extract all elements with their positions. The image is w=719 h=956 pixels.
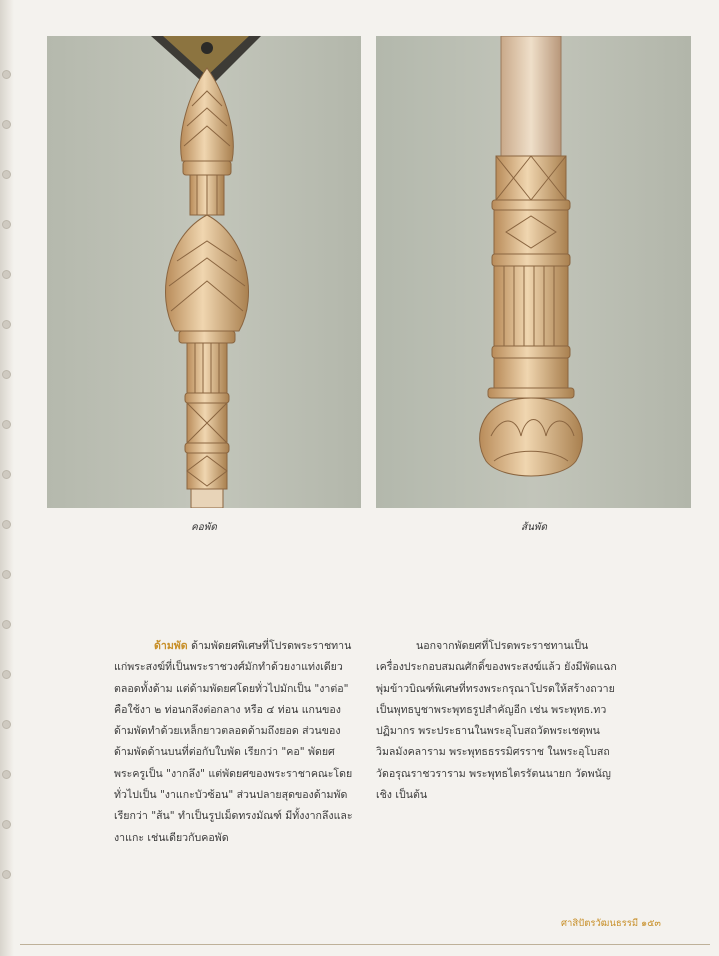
fan-neck-photo — [47, 36, 361, 508]
paragraph-line: ทั่วไปเป็น "งาแกะบัวซ้อน" ส่วนปลายสุดของด้ามพัด — [114, 789, 348, 802]
paragraph-line: คือใช้งา ๒ ท่อนกลึงต่อกลาง หรือ ๔ ท่อน แกนของ — [114, 703, 341, 716]
binding-hole — [2, 670, 11, 679]
binding-hole — [2, 420, 11, 429]
paragraph-line: ด้ามพัดทำด้วยเหล็กยาวตลอดด้ามถึงยอด ส่วนของ — [114, 725, 341, 738]
paragraph-line: แก่พระสงฆ์ที่เป็นพระราชวงศ์มักทำด้วยงาแท่งเดียว — [114, 661, 343, 674]
binding-hole — [2, 520, 11, 529]
right-text-column — [376, 636, 632, 806]
page-edge-rule — [20, 944, 710, 945]
binding-hole — [2, 620, 11, 629]
paragraph-line: เรียกว่า "ส้น" ทำเป็นรูปเม็ดทรงมัณฑ์ มีทั้งงากลึงและ — [114, 810, 353, 823]
paragraph-line: พุ่มข้าวบิณฑ์พิเศษที่ทรงพระกรุณาโปรดให้สร้างถวาย — [376, 682, 615, 695]
paragraph-line — [114, 636, 362, 657]
section-heading: ด้ามพัด — [154, 640, 188, 652]
caption-fan-neck: คอพัด — [191, 522, 217, 533]
caption-fan-heel: ส้นพัด — [520, 522, 548, 533]
fan-heel-photo — [376, 36, 691, 508]
binding-hole — [2, 370, 11, 379]
binding-hole — [2, 320, 11, 329]
binding-hole — [2, 770, 11, 779]
binding-hole — [2, 720, 11, 729]
paragraph-line: วัดอรุณราชวราราม พระพุทธไตรรัตนนายก วัดพนัญ — [376, 767, 611, 780]
binding-hole — [2, 70, 11, 79]
binding-hole — [2, 470, 11, 479]
spiral-binding-edge — [0, 0, 14, 956]
fan-neck-illustration — [47, 36, 361, 508]
paragraph-line: เชิง เป็นต้น — [376, 789, 428, 802]
paragraph-line: พระครูเป็น "งากลึง" แต่พัดยศของพระราชาคณะโดย — [114, 767, 353, 780]
paragraph-line: ด้ามพัดด้านบนที่ต่อกับใบพัด เรียกว่า "คอ" พัดยศ — [114, 746, 335, 759]
paragraph-line: งาแกะ เช่นเดียวกับคอพัด — [114, 831, 229, 844]
left-text-column — [114, 636, 362, 849]
paragraph-line: เครื่องประกอบสมณศักดิ์ของพระสงฆ์แล้ว ยังมีพัดแฉก — [376, 661, 617, 674]
paragraph-line: ตลอดทั้งด้าม แต่ด้ามพัดยศโดยทั่วไปมักเป็น "งาต่อ" — [114, 682, 349, 695]
page-footer-folio: ศาสิปัตรวัฒนธรรมี ๑๕๓ — [561, 918, 661, 929]
binding-hole — [2, 120, 11, 129]
text-fragment: ด้ามพัดยศพิเศษที่โปรดพระราชทาน — [191, 640, 352, 652]
binding-hole — [2, 820, 11, 829]
paragraph-line: นอกจากพัดยศที่โปรดพระราชทานเป็น — [416, 640, 589, 652]
paragraph-line: วิมลมังคลาราม พระพุทธธรรมิศรราช ในพระอุโบสถ — [376, 746, 610, 759]
fan-heel-illustration — [376, 36, 691, 508]
binding-hole — [2, 270, 11, 279]
binding-hole — [2, 170, 11, 179]
paragraph-line: เป็นพุทธบูชาพระพุทธรูปสำคัญอีก เช่น พระพุทธ.ทว — [376, 703, 607, 716]
binding-hole — [2, 870, 11, 879]
binding-hole — [2, 570, 11, 579]
paragraph-line: ปฏิมากร พระประธานในพระอุโบสถวัดพระเชตุพน — [376, 725, 600, 738]
binding-hole — [2, 220, 11, 229]
